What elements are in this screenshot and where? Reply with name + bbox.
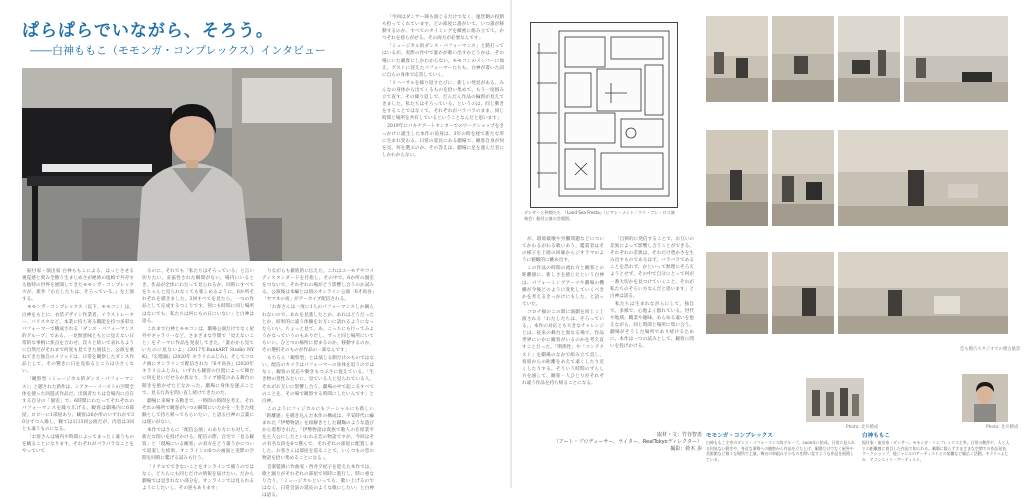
left-column-2: [142, 268, 254, 491]
paragraph: 「観察型（ミュージカル的ダンス・パフォーマンス）」と題された新作は、シアター・イーストの空間全体を使った回遊式作品だ。出演者たちは会場内に点在する自分の「個室」で、6時間にわたってそれぞれのパフォーマンスを繰り広げる。観客は劇場内に6部屋、ロビーに1部屋あり、観客は6か所のいずれかで30分ずつ入場し、観ては1日3回公演だが、内容は3回とも違うものになる。: [22, 377, 134, 433]
page-gutter: [510, 0, 512, 488]
paragraph: この作品の時間の流れ方と観客との距離感に、新しさを感じたという白神は、パフォーミングアーツや劇場の機構が今後どのように変化していくべきかを考えるきっかけにもした、と語っていた。: [522, 266, 604, 307]
paragraph: 2019年にパキナアートセンターでのワークショップをきっかけに誕生した本作の前身は、3年の時を経て新たな形に生まれ変わる。日常の延長にある劇場で、観客自身が何を見、何を選ぶのか。その答えは、劇場に足を運んだ者にしかわからない。: [382, 124, 504, 158]
credit-writer-role: （アート・プロデューサー、ライター、RealTokyoディレクター）: [553, 439, 702, 445]
credit-writer: 取材・文：竹谷智恵: [656, 432, 702, 438]
paragraph: 音楽監修に作曲家・西井夕紀子を迎えた本作では、歌と踊りがそれぞれの部屋で同時に進行し、時に重なり合う。「ミュージカルといっても、歌い上げるのではなく、日常会話の延長のような歌にしたい」と白神は語る。: [262, 464, 374, 498]
rehearsal-scene: [904, 16, 1008, 102]
paragraph: 本作ではさらに「配信公演」のあり方にも対して、新たな問いを投げかける。配信の際、自宅で「見る観客」と「現場にいる観客」の双方をどう扱うかについて思案した結果、オンラインの6つの画面と実際の空間を同時に繋げる試みも行う。: [142, 428, 254, 462]
paragraph: 「リアルでできないことをオンラインで補うのではなく、どちらにも同じだけの情報を届けたい。だから劇場では見きれない部分を、オンラインでは見られるようにしたいし、その逆もあります」: [142, 464, 254, 491]
left-column-3: [262, 268, 374, 498]
shirakami-portrait: [962, 374, 1008, 422]
portrait-illustration: [22, 68, 342, 261]
paragraph: が、環境破壊や労働問題などについてかわるがわる歌いあう。鑑賞者はその様子を上層の回廊からジオラマのように俯瞰的に眺め出す。: [522, 237, 604, 264]
profile-photo-shirakami: [962, 374, 1008, 422]
article-subtitle: ――白神ももこ（モモンガ・コンプレックス）インタビュー: [30, 44, 326, 57]
rehearsal-scene: [838, 130, 1008, 226]
right-column-1: [522, 236, 604, 396]
rehearsal-scene: [772, 16, 834, 102]
paragraph: 劇場に来場する動きで、一時間の時間を考え、それぞれの場所で観客がいつの瞬間にいたかを一生きた経験として持ち帰ってもらいたい、と語る白神の言葉には迷いがない。: [142, 398, 254, 425]
paragraph: コロナ禍のこの間に演劇を同じく上演される「わたしたちは、そろっている。」本作の対応とも大きなチャレンジとは、従来の舞台と異なる場で、作品世界にいかに観客がいるのかを考え直すことだった。「関係性」や「コンテクスト」を劇場のなかで組み立て直し、客席からの距離をあえて遠くしたり近くしたりする。そういう時間のずらし方を通して、観客一人ひとりがそれぞれ違う作品を持ち帰ることになる。: [522, 309, 604, 386]
profile-text-shirakami: 振付家・演出家・ダンサー。モモンガ・コンプレックス主宰。日常の動作や、人と人との距離感に着目した作品で知られる。劇場に限らずさまざまな空間での作品発表、ワークショップ、他ジャンルのアーティストとの協働など幅広く活動。キラリ☆ふじみ アソシエイト・アーティスト。: [862, 440, 1010, 462]
paragraph: 「自律的に発信することで、お互いの差異によって影響し合うことができる。それぞれの差異は、それだけ豊かさを生み出すものであるはず。バラバラであることを恐れず、かといって無理にそろえようとせず、その中で自分にとって何が一番大切かを見つけていくこと。それが私たちのそろい方なんだと思います」と白神は語る。: [610, 237, 694, 299]
credit-photographer: 撮影：鈴木 歩: [670, 446, 702, 452]
paragraph: りながらも徹底的に伝えた。これはユーモアやコメディスタンダードを目指し、その中で、6か所の個室をつないで、それぞれの場がどう影響し合うのか試みる。公演後は本編とは別のオンライン公演「6才高谷」「ヤマネの夜」がアーカイブ配信される。: [262, 269, 374, 303]
paragraph: 私たちは生まれながらにして、独自で、多様で、心地よく群れている。世代や地域、職業や趣味、あらゆる違いを抱えながら、同じ時間と場所に集い合う。劇場がそうした場所であり続けるために、本作は一つの試みとして、観客に問いを投げかける。: [610, 301, 694, 350]
paragraph: このようにフィジカルにもソーシャルにも新しい「距離感」を描き込んだ本作の構成は、平安時代に編まれた『伊勢物語』を紐解きとした蹴鞠のような遊びから着想された。「伊勢物語は貴族で歌人の在原業平を主人公にしたといわれる恋の物語ですが、今回はその有名な段を6つ選んで、それぞれの部屋に配置しました。お客さんは部屋を巡ることで、いくつもの恋の物語を拾い集めることになる」。: [262, 406, 374, 462]
rehearsal-photo: [838, 130, 1008, 226]
article-title: ぱらぱらでいながら、そろう。: [22, 21, 274, 41]
article-credit: [552, 432, 702, 453]
rehearsal-photo: [772, 16, 834, 102]
profile-name-shirakami: 白神ももこ: [862, 433, 890, 439]
interview-portrait-photo: [22, 68, 342, 261]
rehearsal-scene: [706, 130, 768, 226]
profile-text-company: 白神ももこ主宰のダンス・パフォーマンス的グループ。2009年に結成。日常に見られる何気ない動きや、身近な事物への観察から作品を立ち上げ、劇場だけでなく屋外や美術館など様々な場所で上演。舞台の枠組みそのものを問い直すような作品を展開している。: [706, 440, 855, 462]
rehearsal-photo: [706, 252, 768, 334]
paragraph: モモンガ・コンプレックス（以下、モモコン）は、白神をもとに、衣装デザイン作業者、イラストレーター、バリスタなど、本業に持ち寄る職能を持つ多彩なパフォーマーで構成される「ダンス・パフォーマンス的グループ」である。一見無意味ともとに見えない日常的な事柄に焦点を合わせ、次々と紡いで表れるように自然だがそれまで何度も見てきた演技と、公演を重ねてきた独自のメソッドは、日常を観察したダンス作品として、その驚きに日を見張るところは小さくない。: [22, 305, 134, 375]
paragraph: もちろん「観察型」とは演じる側だけのものではない。配信のカメラはパフォーマーの身体を追うのではなく、観客の反応や動きもつぶさに捉えている。「生き物の習性みたいに、見ている人と見られている人、それがお互いに影響し合う。劇場の中で起こるすべてのことを、その場で観察する時間にしたいんです」と白神。: [262, 356, 374, 404]
paragraph: 「リハーサルを繰り返すたびに、新しい発見がある。みんなの身体から出てくるものを拾い集めて、もう一度組み立て直す。その繰り返しで、だんだん作品の輪郭が見えてきました。私たちはそろっている、というのは、同じ動きをすることではなくて、それぞれがバラバラのまま、同じ時間と場所を共有しているということなんだと思います」: [382, 80, 504, 122]
hand-drawn-floorplan: [531, 23, 677, 207]
rehearsal-photo: [904, 16, 1008, 102]
profile-name-company: モモンガ・コンプレックス: [706, 433, 773, 439]
paragraph: 「お客さんは一度に1人のパフォーマンスしか観られないので、あれを見逃したとか、あれはどうだったとか、結果的に違う体験をお互いに語れるようになったらいい。ちょっと見て、あ、こっちにも行ってみようかなっていうのもありだし、ずっと同じ場所にいてもいい。ひとつの場所に留まるのか、移動するのか、その選択そのものが作品の一部なんです」: [262, 305, 374, 354]
profile-photo-caption: Photo: 北川稽成: [846, 425, 879, 430]
left-column-4: [382, 14, 504, 482]
rehearsal-scene: [706, 16, 768, 102]
paragraph: 「お客さんは場内や時間によってまったく違うものを観ることになります。それぞれがパラパラなことをやっていて: [22, 435, 134, 455]
company-group-photo: [806, 378, 864, 422]
paragraph: これまで白神とモモコンは、劇場公演だけでなく屋外やギャラリーなど、さまざまな空間で「見えないこと」をテーマに作品を発表してきた。「誰かから見ていたのに見ないよ」(2017年BankART Studio NYK)、『幻肢踊』(2020年 キラリ☆ふじみ)、そしてコロナ禍にオンラインで配信された『6才高谷』(2020年 キラリ☆ふじみ)。いずれも観客の位置によって舞台に何を見いだせるか異なり、ライブ感覚のある舞台の開きを抱かせたどなかった。劇場に身体を運ぶことで、見る行為を問い直し続けてきたのだ。: [142, 326, 254, 396]
rehearsal-scene: [772, 130, 834, 226]
rehearsal-photo: [772, 252, 834, 334]
paragraph: 「今回はダンサー陣も演じるだけでなく、運営側の役割も担ってくれています。どの部屋に誰がいて、いつ誰が移動するのか、すべてのタイミングを緻密に組み立てて、かつそれを揺らがせる。その両方が必要なんです」: [382, 15, 504, 42]
paragraph: 振付家・演出家 白神ももこによる、はっとさせる視覚感と奥み全勝う生まじめさが絶妙の塩梅で共存する独特の世界を展開してきたモモンガ・コンプレックスが、新作『わたしたちは、そろっている。』を上演する。: [22, 269, 134, 303]
venue-map-sketch: [530, 22, 678, 208]
paragraph: 「ミュージカル的ダンス・パフォーマンス」と銘打ってはいるが、実際の作中で誰かが歌い出すかどうかは、その場にいた観客にしかわからない。モモコンのメンバーに加え、ゲストに迎えたパフォーマーたちも、白神が書いた詞に自らの身体で応答していく。: [382, 44, 504, 78]
rehearsal-photo: [706, 16, 768, 102]
rehearsal-scene: [706, 252, 768, 334]
rehearsal-scene: [838, 16, 900, 102]
paragraph: るのに、それでも「私たちはそろっている」と言い切りたい。妥協性された瞬間がない。場内にいるとき、作品が全体にわたって見られるか、同時にすべてをちゃんと見られなくても楽しめるように、6か所それぞれを描きました。3回すべてを見たら、一つの作品として完成するつくりです。何にも時間に同じ場所はないでも、私たちは何にもの日にいない」と白神は語る。: [142, 269, 254, 324]
rehearsal-photo: [838, 16, 900, 102]
rehearsal-scene: [838, 252, 1008, 334]
map-caption: ダンサーと仲間たち 『Land Sea Fresta』（ピアシ・ナイト／ウリ・ブレ・ロス演奏会）振付公演の会場図。: [524, 210, 675, 221]
rehearsal-photo: [838, 252, 1008, 334]
right-column-2: [610, 236, 694, 396]
rehearsal-photo: [706, 130, 768, 226]
profile-photo-caption: Photo: 北川稽成: [986, 425, 1019, 430]
profile-photo-company: [806, 378, 864, 422]
rehearsal-scene: [772, 252, 834, 334]
left-column-1: [22, 268, 134, 482]
rehearsal-caption: 恋も稽古スタジオでの稽古風景: [960, 347, 1021, 352]
rehearsal-photo: [772, 130, 834, 226]
